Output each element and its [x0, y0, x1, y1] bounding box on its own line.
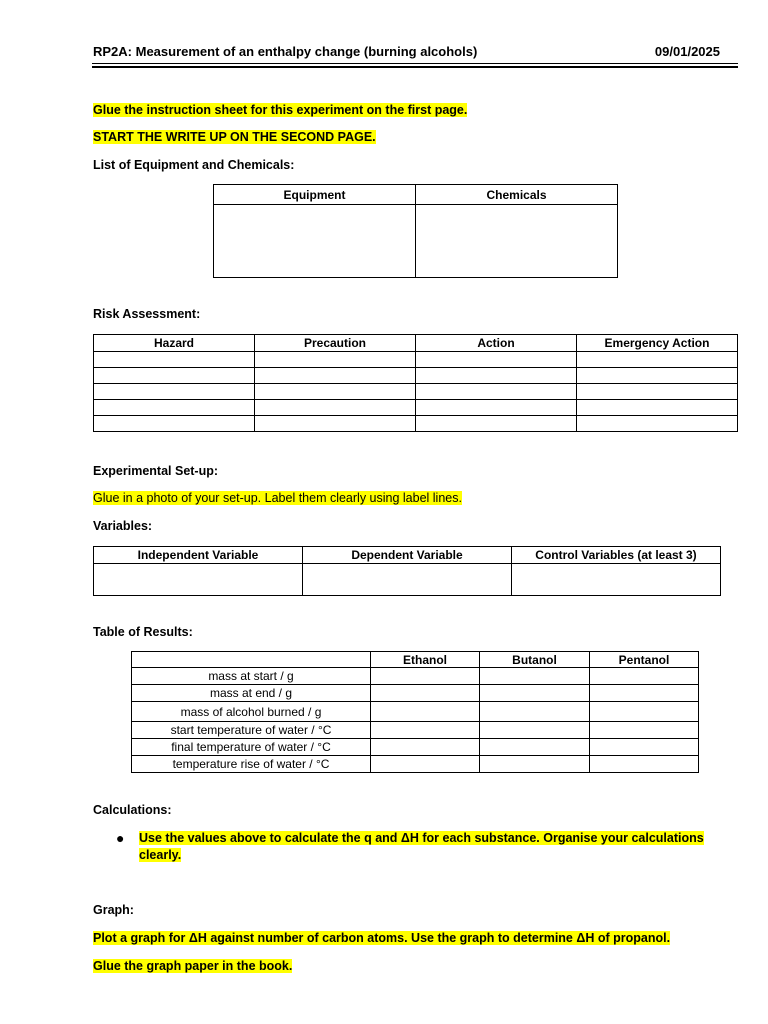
table-cell[interactable] — [590, 722, 699, 739]
equipment-table — [213, 184, 618, 278]
table-cell[interactable] — [480, 702, 590, 722]
table-cell[interactable] — [480, 756, 590, 773]
risk-heading: Risk Assessment: — [93, 307, 201, 321]
butanol-col-header: Butanol — [480, 652, 590, 668]
table-cell[interactable] — [371, 756, 480, 773]
table-cell[interactable] — [94, 368, 255, 384]
table-cell[interactable] — [94, 352, 255, 368]
table-row — [132, 756, 699, 773]
table-row — [132, 685, 699, 702]
table-row — [132, 739, 699, 756]
table-cell[interactable] — [416, 352, 577, 368]
page-date: 09/01/2025 — [654, 44, 720, 59]
dependent-variable-header: Dependent Variable — [303, 547, 512, 564]
row-label: temperature rise of water / °C — [132, 756, 371, 773]
table-row — [132, 722, 699, 739]
table-cell[interactable] — [577, 384, 738, 400]
equipment-col-header: Equipment — [214, 185, 416, 205]
dependent-variable-cell[interactable] — [303, 564, 512, 596]
table-cell[interactable] — [255, 352, 416, 368]
calculations-bullet — [116, 830, 716, 864]
equipment-heading: List of Equipment and Chemicals: — [93, 158, 295, 172]
table-cell[interactable] — [416, 384, 577, 400]
row-label: mass of alcohol burned / g — [132, 702, 371, 722]
table-cell[interactable] — [590, 739, 699, 756]
action-col-header: Action — [416, 335, 577, 352]
table-row — [94, 352, 738, 368]
row-label: final temperature of water / °C — [132, 739, 371, 756]
independent-variable-header: Independent Variable — [94, 547, 303, 564]
hazard-col-header: Hazard — [94, 335, 255, 352]
bullet-icon: ● — [116, 830, 125, 846]
table-row — [132, 668, 699, 685]
results-heading: Table of Results: — [93, 625, 193, 639]
graph-glue-instruction: Glue the graph paper in the book. — [93, 959, 293, 973]
results-table — [131, 651, 699, 773]
table-cell[interactable] — [255, 400, 416, 416]
table-cell[interactable] — [590, 668, 699, 685]
setup-heading: Experimental Set-up: — [93, 464, 219, 478]
emergency-action-col-header: Emergency Action — [577, 335, 738, 352]
table-cell[interactable] — [371, 668, 480, 685]
independent-variable-cell[interactable] — [94, 564, 303, 596]
setup-instruction: Glue in a photo of your set-up. Label them clearly using label lines. — [93, 491, 462, 505]
table-cell[interactable] — [416, 368, 577, 384]
table-cell[interactable] — [577, 416, 738, 432]
table-cell[interactable] — [577, 352, 738, 368]
table-cell[interactable] — [416, 416, 577, 432]
table-cell[interactable] — [480, 685, 590, 702]
row-label: start temperature of water / °C — [132, 722, 371, 739]
pentanol-col-header: Pentanol — [590, 652, 699, 668]
table-cell[interactable] — [480, 739, 590, 756]
table-cell[interactable] — [577, 368, 738, 384]
start-writeup-instruction: START THE WRITE UP ON THE SECOND PAGE. — [93, 130, 376, 144]
table-cell[interactable] — [371, 739, 480, 756]
table-row — [94, 400, 738, 416]
table-cell[interactable] — [590, 702, 699, 722]
table-cell[interactable] — [94, 416, 255, 432]
page-title: RP2A: Measurement of an enthalpy change (burning alcohols) — [93, 44, 478, 59]
table-cell[interactable] — [590, 685, 699, 702]
table-row — [94, 384, 738, 400]
glue-instruction: Glue the instruction sheet for this experiment on the first page. — [93, 103, 468, 117]
table-cell[interactable] — [480, 722, 590, 739]
table-cell[interactable] — [255, 368, 416, 384]
calculations-heading: Calculations: — [93, 803, 172, 817]
table-cell[interactable] — [371, 685, 480, 702]
table-row — [94, 416, 738, 432]
chemicals-cell[interactable] — [416, 205, 618, 278]
table-cell[interactable] — [255, 384, 416, 400]
graph-instruction: Plot a graph for ΔH against number of carbon atoms. Use the graph to determine ΔH of propanol. — [93, 931, 671, 945]
graph-heading: Graph: — [93, 903, 134, 917]
table-cell[interactable] — [371, 722, 480, 739]
variables-heading: Variables: — [93, 519, 153, 533]
table-cell[interactable] — [480, 668, 590, 685]
ethanol-col-header: Ethanol — [371, 652, 480, 668]
risk-table — [93, 334, 738, 432]
control-variables-header: Control Variables (at least 3) — [512, 547, 721, 564]
table-cell[interactable] — [94, 400, 255, 416]
table-cell[interactable] — [94, 384, 255, 400]
row-label: mass at start / g — [132, 668, 371, 685]
table-cell[interactable] — [577, 400, 738, 416]
precaution-col-header: Precaution — [255, 335, 416, 352]
table-cell[interactable] — [590, 756, 699, 773]
table-row — [94, 368, 738, 384]
table-cell[interactable] — [416, 400, 577, 416]
header-rule-thin — [92, 63, 738, 64]
chemicals-col-header: Chemicals — [416, 185, 618, 205]
row-label: mass at end / g — [132, 685, 371, 702]
table-cell[interactable] — [255, 416, 416, 432]
results-corner-cell — [132, 652, 371, 668]
control-variables-cell[interactable] — [512, 564, 721, 596]
header-rule-thick — [92, 66, 738, 68]
variables-table — [93, 546, 721, 596]
equipment-cell[interactable] — [214, 205, 416, 278]
calculations-instruction: Use the values above to calculate the q and ΔH for each substance. Organise your calculations clearly. — [139, 831, 704, 862]
table-row — [132, 702, 699, 722]
table-cell[interactable] — [371, 702, 480, 722]
